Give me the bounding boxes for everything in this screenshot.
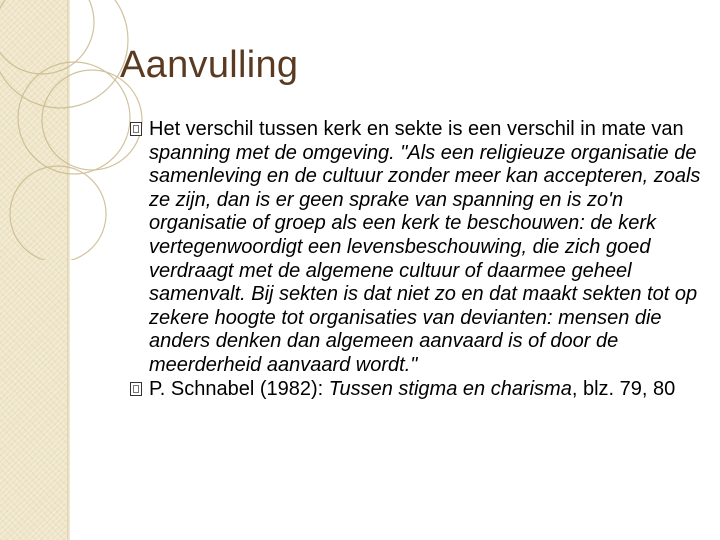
bullet-quote-text: spanning met de omgeving. "Als een religieuze organisatie de samenleving en de cultuur zonder meer kan accepteren, zoals ze zijn, dan is er geen sprake van spanning en is zo'n organisatie of groep als een kerk te beschouwen: de kerk vertegenwoordigt een levensbeschouwing, die zich goed verdraagt met de algemene cultuur of daarmee geheel samenvalt. Bij sekten is dat niet zo en dat maakt sekten tot op zekere hoogte tot organisaties van devianten: mensen die anders denken dan algemeen aanvaard is of door de meerderheid aanvaard wordt." [149, 141, 701, 376]
source-author: P. Schnabel (1982): [149, 377, 329, 400]
source-pages: , blz. 79, 80 [571, 377, 676, 400]
bullet-intro-text: Het verschil tussen kerk en sekte is een verschil in mate van [149, 118, 684, 140]
slide-title: Aanvulling [120, 44, 299, 86]
box-bullet-icon [130, 382, 142, 396]
source-book-title: Tussen stigma en charisma [328, 377, 572, 400]
slide-body [130, 118, 705, 401]
bullet-item-source [130, 378, 705, 402]
bullet-item-definition [130, 118, 705, 378]
box-bullet-icon [130, 122, 142, 136]
